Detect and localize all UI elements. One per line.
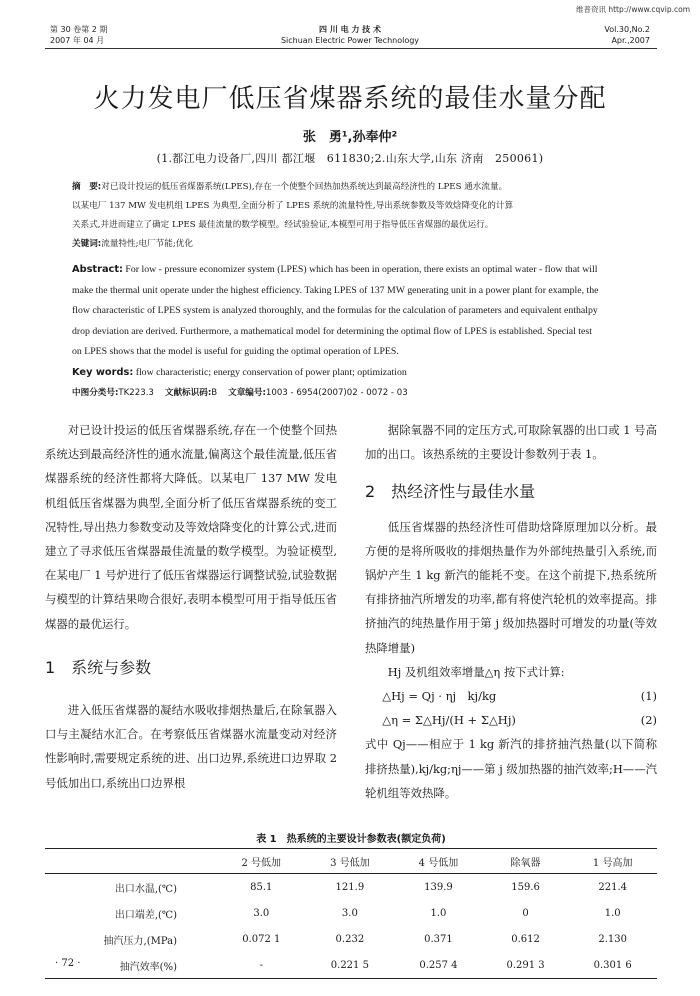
keywords-en-label: Key words: <box>72 366 134 378</box>
table-header-cell <box>45 849 217 874</box>
table-cell: 3.0 <box>253 907 270 919</box>
table-cell: 0.221 5 <box>306 952 395 979</box>
article-number-label: 文章编号: <box>228 388 266 398</box>
header-left <box>50 24 107 46</box>
classification-line <box>72 383 642 404</box>
page-number: · 72 · <box>55 958 81 969</box>
header-rule <box>45 48 657 49</box>
journal-name-en: Sichuan Electric Power Technology <box>280 36 420 45</box>
row-label: 抽汽效率(%) <box>45 952 217 979</box>
table-header-cell: 2 号低加 <box>217 849 306 874</box>
authors: 张 勇¹,孙奉仲² <box>302 130 398 145</box>
table-caption: 表 1 热系统的主要设计参数表(额定负荷) <box>256 834 446 845</box>
equation-1 <box>365 684 657 708</box>
affiliation: (1.都江电力设备厂,四川 都江堰 611830;2.山东大学,山东 济南 250061) <box>156 152 544 165</box>
doc-code-label: 文献标识码: <box>164 388 212 398</box>
abstract-cn-line3: 关系式,并进而建立了确定 LPES 最佳流量的数学模型。经试验验证,本模型可用于指导低压省煤器的最优运行。 <box>72 220 494 230</box>
table-cell: 139.9 <box>424 881 453 893</box>
table-cell: 1.0 <box>604 907 621 919</box>
abstract-en-line2: make the thermal unit operate under the highest efficiency. Taking LPES of 137 MW generating unit in a power plant for example, the <box>72 284 599 296</box>
right-column <box>365 418 657 805</box>
table-cell: 1.0 <box>430 907 447 919</box>
table-cell: 121.9 <box>335 881 365 893</box>
article-number: 1003 - 6954(2007)02 - 0072 - 03 <box>265 388 408 398</box>
table-header-cell: 除氧器 <box>483 849 569 874</box>
section-1-heading: 1 系统与参数 <box>45 657 152 677</box>
table-row <box>45 874 657 901</box>
abstract-en <box>72 260 642 404</box>
equation-2-number: (2) <box>640 713 657 728</box>
section-2-paragraph: 低压省煤器的热经济性可借助焓降原理加以分析。最方便的是将所吸收的排烟热量作为外部纯热量引入系统,而锅炉产生 1 kg 新汽的能耗不变。在这个前提下,热系统所有排挤抽汽所增发的功率,都有将使汽轮机的效率提高。排挤抽汽的纯热量作用于第 j 级加热器时可增发的功量(等效热降增量) <box>365 519 657 655</box>
table-cell: 0.232 <box>335 933 365 945</box>
left-column <box>45 418 337 795</box>
table-header-cell: 4 号低加 <box>394 849 483 874</box>
table-cell: 0.291 3 <box>483 952 569 979</box>
table-cell: 0 <box>522 907 529 919</box>
clc-number: TK223.3 <box>118 388 154 398</box>
table-cell: 0.612 <box>511 933 540 945</box>
abstract-en-line5: on LPES shows that the model is useful for guiding the optimal operation of LPES. <box>72 346 399 357</box>
abstract-cn <box>72 178 642 254</box>
continued-paragraph: 据除氧器不同的定压方式,可取除氧器的出口或 1 号高加的出口。该热系统的主要设计参数列于表 1。 <box>365 423 657 462</box>
article-title: 火力发电厂低压省煤器系统的最佳水量分配 <box>93 84 607 114</box>
table-row <box>45 926 657 952</box>
row-label: 出口水温,(℃) <box>114 883 177 895</box>
table-cell: 0.301 6 <box>568 952 657 979</box>
watermark: 维普资讯 http://www.cqvip.com <box>575 5 690 14</box>
abstract-en-line3: flow characteristic of LPES system is analyzed thoroughly, and the formulas for the calculation of parameters and equivalent enthalpy <box>72 305 598 316</box>
table-cell: 221.4 <box>598 881 627 893</box>
table-cell: 0.257 4 <box>394 952 483 979</box>
table-header-cell: 3 号低加 <box>306 849 395 874</box>
table-cell: 0.371 <box>424 933 453 945</box>
keywords-label: 关键词: <box>72 239 102 249</box>
date-cn: 2007 年 04 月 <box>50 36 105 45</box>
table-header-row <box>45 849 657 874</box>
keywords-cn: 流量特性;电厂节能;优化 <box>101 239 193 249</box>
section-1-paragraph: 进入低压省煤器的凝结水吸收排烟热量后,在除氧器入口与主凝结水汇合。在考察低压省煤器水流量变动对经济性影响时,需要规定系统的进、出口边界,系统进口边界取 2 号低加出口,系统出口边界根 <box>45 703 337 790</box>
table-cell: 2.130 <box>598 933 627 945</box>
clc-label: 中图分类号: <box>72 388 119 398</box>
table-cell: - <box>217 952 306 979</box>
header-right <box>604 24 650 46</box>
parameters-table <box>45 848 657 979</box>
table-cell: 85.1 <box>250 881 273 893</box>
table-cell: 159.6 <box>511 881 540 893</box>
abstract-en-line1: For low - pressure economizer system (LPES) which has been in operation, there exists an optimal water - flow that will <box>125 264 598 275</box>
equation-2 <box>365 708 657 732</box>
abstract-cn-line1: 对已设计投运的低压省煤器系统(LPES),存在一个使整个回热加热系统达到最高经济性的 LPES 通水流量。 <box>101 182 508 192</box>
table-row <box>45 900 657 926</box>
doc-code: B <box>211 388 218 398</box>
abstract-label: 摘 要: <box>72 182 102 192</box>
abstract-cn-line2: 以某电厂 137 MW 发电机组 LPES 为典型,全面分析了 LPES 系统的流量特性,导出系统参数及等效焓降变化的计算 <box>72 201 514 211</box>
formula-intro: Hj 及机组效率增量△η 按下式计算: <box>387 664 565 679</box>
volume-en: Vol.30,No.2 <box>604 25 650 34</box>
date-en: Apr.,2007 <box>611 36 650 45</box>
abstract-en-line4: drop deviation are derived. Furthermore, a mathematical model for determining the optimal flow of LPES is established. Special test <box>72 325 592 337</box>
abstract-en-label: Abstract: <box>72 264 123 275</box>
table-header-cell: 1 号高加 <box>568 849 657 874</box>
row-label: 出口端差,(℃) <box>114 909 177 921</box>
definition-paragraph: 式中 Qj——相应于 1 kg 新汽的排挤抽汽热量(以下简称排挤热量),kj/kg;ηj——第 j 级加热器的抽汽效率;H——汽轮机组等效热降。 <box>365 737 657 800</box>
table-cell: 3.0 <box>341 907 358 919</box>
volume-cn: 第 30 卷第 2 期 <box>50 25 108 34</box>
equation-2-text: △η = Σ△Hj/(H + Σ△Hj) <box>382 713 516 728</box>
table-cell: 0.072 1 <box>242 933 281 945</box>
journal-name-cn: 四 川 电 力 技 术 <box>319 25 381 34</box>
table-row <box>45 952 657 979</box>
equation-1-text: △Hj = Qj · ηj kj/kg <box>382 689 497 704</box>
section-2-heading: 2 热经济性与最佳水量 <box>365 482 536 502</box>
row-label: 抽汽压力,(MPa) <box>103 935 177 947</box>
intro-paragraph: 对已设计投运的低压省煤器系统,存在一个使整个回热系统达到最高经济性的通水流量,偏离这个最佳流量,低压省煤器系统的经济性都将大降低。以某电厂 137 MW 发电机组低压省煤器为典型,全面分析了低压省煤器系统的变工况特性,导出热力参数变动及等效焓降变化的计算公式,进而建立了寻求低压省煤器最佳流量的数学模型。为验证模型,在某电厂 1 号炉进行了低压省煤器运行调整试验,试验数据与模型的计算结果吻合很好,表明本模型可用于指导低压省煤器的最优运行。 <box>45 423 338 631</box>
equation-1-number: (1) <box>640 689 657 704</box>
header-center <box>250 24 450 46</box>
keywords-en: flow characteristic; energy conservation of power plant; optimization <box>135 366 407 378</box>
